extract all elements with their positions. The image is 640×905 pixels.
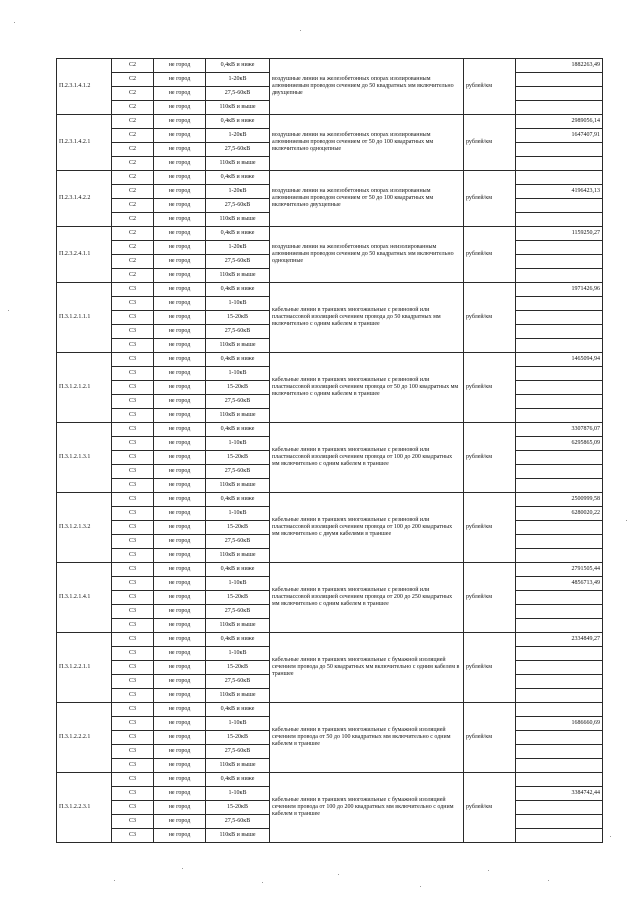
voltage-cell: 1-10кВ [206, 577, 270, 591]
category-cell: С2 [112, 199, 154, 213]
category-cell: С2 [112, 227, 154, 241]
voltage-cell: 0,4кВ и ниже [206, 115, 270, 129]
voltage-cell: 27,5-60кВ [206, 535, 270, 549]
area-cell: не город [154, 815, 206, 829]
line-description: кабельные линии в траншеях многожильные с бумажной изоляцией сечением провода от 100 до 200 квадратных мм включительно с одним кабелем в траншее [270, 773, 464, 843]
voltage-cell: 0,4кВ и ниже [206, 703, 270, 717]
voltage-cell: 110кВ и выше [206, 619, 270, 633]
item-code: П.2.3.2.4.1.1 [57, 227, 112, 283]
voltage-cell: 0,4кВ и ниже [206, 171, 270, 185]
area-cell: не город [154, 297, 206, 311]
value-cell: 1465094,94 [516, 353, 603, 367]
category-cell: С2 [112, 269, 154, 283]
voltage-cell: 1-10кВ [206, 647, 270, 661]
area-cell: не город [154, 535, 206, 549]
area-cell: не город [154, 269, 206, 283]
area-cell: не город [154, 689, 206, 703]
category-cell: С2 [112, 101, 154, 115]
area-cell: не город [154, 311, 206, 325]
voltage-cell: 15-20кВ [206, 311, 270, 325]
area-cell: не город [154, 801, 206, 815]
item-code: П.3.1.2.2.2.1 [57, 703, 112, 773]
line-description: воздушные линии на железобетонных опорах неизолированным алюминиевым проводом сечением до 50 квадратных мм включительно одноцепные [270, 227, 464, 283]
area-cell: не город [154, 101, 206, 115]
value-cell: 3384742,44 [516, 787, 603, 801]
area-cell: не город [154, 157, 206, 171]
category-cell: С3 [112, 353, 154, 367]
value-cell: 1882263,49 [516, 59, 603, 73]
category-cell: С2 [112, 59, 154, 73]
item-code: П.3.1.2.1.3.1 [57, 423, 112, 493]
area-cell: не город [154, 339, 206, 353]
unit-cell: рублей/км [464, 423, 516, 493]
voltage-cell: 0,4кВ и ниже [206, 283, 270, 297]
category-cell: С3 [112, 465, 154, 479]
area-cell: не город [154, 381, 206, 395]
area-cell: не город [154, 409, 206, 423]
unit-cell: рублей/км [464, 59, 516, 115]
category-cell: С3 [112, 675, 154, 689]
category-cell: С3 [112, 521, 154, 535]
line-description: кабельные линии в траншеях многожильные с резиновой или пластмассовой изоляцией сечением провода от 100 до 200 квадратных мм включительно с одним кабелем в траншее [270, 423, 464, 493]
unit-cell: рублей/км [464, 563, 516, 633]
area-cell: не город [154, 647, 206, 661]
unit-cell: рублей/км [464, 493, 516, 563]
category-cell: С3 [112, 297, 154, 311]
area-cell: не город [154, 619, 206, 633]
voltage-cell: 27,5-60кВ [206, 87, 270, 101]
line-description: кабельные линии в траншеях многожильные с резиновой или пластмассовой изоляцией сечением провода от 50 до 100 квадратных мм включительно с одним кабелем в траншее [270, 353, 464, 423]
category-cell: С3 [112, 619, 154, 633]
voltage-cell: 110кВ и выше [206, 213, 270, 227]
value-cell: 4856713,49 [516, 577, 603, 591]
area-cell: не город [154, 129, 206, 143]
area-cell: не город [154, 143, 206, 157]
area-cell: не город [154, 507, 206, 521]
area-cell: не город [154, 395, 206, 409]
voltage-cell: 15-20кВ [206, 521, 270, 535]
category-cell: С3 [112, 703, 154, 717]
line-description: кабельные линии в траншеях многожильные с бумажной изоляцией сечением провода до 50 квадратных мм включительно с одним кабелем в траншее [270, 633, 464, 703]
voltage-cell: 27,5-60кВ [206, 675, 270, 689]
voltage-cell: 27,5-60кВ [206, 325, 270, 339]
category-cell: С2 [112, 213, 154, 227]
line-description: воздушные линии на железобетонных опорах изолированным алюминиевым проводом сечением от 50 до 100 квадратных мм включительно двухцепные [270, 171, 464, 227]
category-cell: С3 [112, 731, 154, 745]
voltage-cell: 1-20кВ [206, 129, 270, 143]
area-cell: не город [154, 745, 206, 759]
area-cell: не город [154, 563, 206, 577]
category-cell: С3 [112, 717, 154, 731]
voltage-cell: 1-10кВ [206, 297, 270, 311]
category-cell: С2 [112, 115, 154, 129]
voltage-cell: 27,5-60кВ [206, 465, 270, 479]
voltage-cell: 27,5-60кВ [206, 815, 270, 829]
value-cell: 2989056,14 [516, 115, 603, 129]
voltage-cell: 110кВ и выше [206, 157, 270, 171]
area-cell: не город [154, 73, 206, 87]
category-cell: С3 [112, 409, 154, 423]
voltage-cell: 27,5-60кВ [206, 255, 270, 269]
voltage-cell: 0,4кВ и ниже [206, 773, 270, 787]
category-cell: С2 [112, 73, 154, 87]
category-cell: С3 [112, 577, 154, 591]
voltage-cell: 15-20кВ [206, 801, 270, 815]
area-cell: не город [154, 283, 206, 297]
voltage-cell: 1-20кВ [206, 241, 270, 255]
category-cell: С3 [112, 759, 154, 773]
category-cell: С3 [112, 633, 154, 647]
item-code: П.3.1.2.2.3.1 [57, 773, 112, 843]
category-cell: С3 [112, 591, 154, 605]
category-cell: С2 [112, 185, 154, 199]
item-code: П.2.3.1.4.2.2 [57, 171, 112, 227]
item-code: П.2.3.1.4.1.2 [57, 59, 112, 115]
area-cell: не город [154, 675, 206, 689]
area-cell: не город [154, 605, 206, 619]
voltage-cell: 110кВ и выше [206, 269, 270, 283]
value-cell: 2500999,58 [516, 493, 603, 507]
area-cell: не город [154, 549, 206, 563]
category-cell: С2 [112, 255, 154, 269]
voltage-cell: 0,4кВ и ниже [206, 353, 270, 367]
category-cell: С2 [112, 129, 154, 143]
category-cell: С3 [112, 325, 154, 339]
unit-cell: рублей/км [464, 115, 516, 171]
area-cell: не город [154, 255, 206, 269]
voltage-cell: 27,5-60кВ [206, 143, 270, 157]
category-cell: С2 [112, 171, 154, 185]
voltage-cell: 110кВ и выше [206, 101, 270, 115]
area-cell: не город [154, 227, 206, 241]
area-cell: не город [154, 633, 206, 647]
category-cell: С3 [112, 605, 154, 619]
area-cell: не город [154, 353, 206, 367]
category-cell: С2 [112, 87, 154, 101]
voltage-cell: 27,5-60кВ [206, 199, 270, 213]
line-description: кабельные линии в траншеях многожильные с резиновой или пластмассовой изоляцией сечением провода до 50 квадратных мм включительно с одним кабелем в траншее [270, 283, 464, 353]
area-cell: не город [154, 423, 206, 437]
voltage-cell: 1-10кВ [206, 367, 270, 381]
voltage-cell: 1-10кВ [206, 507, 270, 521]
category-cell: С3 [112, 367, 154, 381]
voltage-cell: 27,5-60кВ [206, 605, 270, 619]
voltage-cell: 110кВ и выше [206, 339, 270, 353]
voltage-cell: 27,5-60кВ [206, 745, 270, 759]
category-cell: С3 [112, 507, 154, 521]
area-cell: не город [154, 437, 206, 451]
area-cell: не город [154, 773, 206, 787]
item-code: П.2.3.1.4.2.1 [57, 115, 112, 171]
voltage-cell: 0,4кВ и ниже [206, 493, 270, 507]
voltage-cell: 0,4кВ и ниже [206, 423, 270, 437]
item-code: П.3.1.2.2.1.1 [57, 633, 112, 703]
category-cell: С3 [112, 647, 154, 661]
area-cell: не город [154, 241, 206, 255]
area-cell: не город [154, 325, 206, 339]
unit-cell: рублей/км [464, 171, 516, 227]
value-cell: 1159250,27 [516, 227, 603, 241]
area-cell: не город [154, 451, 206, 465]
voltage-cell: 1-10кВ [206, 787, 270, 801]
category-cell: С3 [112, 563, 154, 577]
category-cell: С3 [112, 745, 154, 759]
voltage-cell: 15-20кВ [206, 591, 270, 605]
line-description: кабельные линии в траншеях многожильные с резиновой или пластмассовой изоляцией сечением провода от 200 до 250 квадратных мм включительно с одним кабелем в траншее [270, 563, 464, 633]
category-cell: С3 [112, 395, 154, 409]
category-cell: С3 [112, 479, 154, 493]
area-cell: не город [154, 367, 206, 381]
area-cell: не город [154, 703, 206, 717]
voltage-cell: 0,4кВ и ниже [206, 633, 270, 647]
area-cell: не город [154, 717, 206, 731]
voltage-cell: 1-10кВ [206, 437, 270, 451]
unit-cell: рублей/км [464, 773, 516, 843]
voltage-cell: 110кВ и выше [206, 409, 270, 423]
category-cell: С2 [112, 157, 154, 171]
category-cell: С3 [112, 493, 154, 507]
line-description: воздушные линии на железобетонных опорах изолированным алюминиевым проводом сечением от 50 до 100 квадратных мм включительно одноцепные [270, 115, 464, 171]
value-cell: 6295865,09 [516, 437, 603, 451]
area-cell: не город [154, 661, 206, 675]
value-cell: 2791505,44 [516, 563, 603, 577]
category-cell: С3 [112, 815, 154, 829]
voltage-cell: 110кВ и выше [206, 479, 270, 493]
area-cell: не город [154, 521, 206, 535]
category-cell: С3 [112, 787, 154, 801]
category-cell: С3 [112, 437, 154, 451]
voltage-cell: 0,4кВ и ниже [206, 227, 270, 241]
area-cell: не город [154, 115, 206, 129]
area-cell: не город [154, 199, 206, 213]
area-cell: не город [154, 87, 206, 101]
category-cell: С3 [112, 451, 154, 465]
area-cell: не город [154, 829, 206, 843]
category-cell: С3 [112, 339, 154, 353]
area-cell: не город [154, 787, 206, 801]
category-cell: С3 [112, 549, 154, 563]
voltage-cell: 1-10кВ [206, 717, 270, 731]
value-cell: 6280020,22 [516, 507, 603, 521]
voltage-cell: 110кВ и выше [206, 759, 270, 773]
category-cell: С3 [112, 773, 154, 787]
voltage-cell: 15-20кВ [206, 731, 270, 745]
area-cell: не город [154, 577, 206, 591]
area-cell: не город [154, 213, 206, 227]
line-description: воздушные линии на железобетонных опорах изолированным алюминиевым проводом сечением до 50 квадратных мм включительно двухцепные [270, 59, 464, 115]
line-description: кабельные линии в траншеях многожильные с резиновой или пластмассовой изоляцией сечением провода от 100 до 200 квадратных мм включительно с двумя кабелями в траншее [270, 493, 464, 563]
voltage-cell: 0,4кВ и ниже [206, 59, 270, 73]
unit-cell: рублей/км [464, 227, 516, 283]
category-cell: С3 [112, 311, 154, 325]
area-cell: не город [154, 171, 206, 185]
category-cell: С2 [112, 143, 154, 157]
item-code: П.3.1.2.1.3.2 [57, 493, 112, 563]
value-cell: 3307876,07 [516, 423, 603, 437]
area-cell: не город [154, 591, 206, 605]
voltage-cell: 27,5-60кВ [206, 395, 270, 409]
category-cell: С3 [112, 423, 154, 437]
value-cell: 1686660,69 [516, 717, 603, 731]
line-description: кабельные линии в траншеях многожильные с бумажной изоляцией сечением провода от 50 до 100 квадратных мм включительно с одним кабелем в траншее [270, 703, 464, 773]
value-cell: 1971426,96 [516, 283, 603, 297]
value-cell: 2334849,27 [516, 633, 603, 647]
voltage-cell: 110кВ и выше [206, 689, 270, 703]
area-cell: не город [154, 59, 206, 73]
voltage-cell: 15-20кВ [206, 451, 270, 465]
area-cell: не город [154, 493, 206, 507]
voltage-cell: 110кВ и выше [206, 829, 270, 843]
area-cell: не город [154, 479, 206, 493]
value-cell: 1647407,91 [516, 129, 603, 143]
category-cell: С3 [112, 535, 154, 549]
category-cell: С2 [112, 241, 154, 255]
voltage-cell: 15-20кВ [206, 381, 270, 395]
voltage-cell: 15-20кВ [206, 661, 270, 675]
value-cell: 4196423,13 [516, 185, 603, 199]
item-code: П.3.1.2.1.1.1 [57, 283, 112, 353]
area-cell: не город [154, 185, 206, 199]
item-code: П.3.1.2.1.2.1 [57, 353, 112, 423]
category-cell: С3 [112, 661, 154, 675]
unit-cell: рублей/км [464, 703, 516, 773]
unit-cell: рублей/км [464, 353, 516, 423]
voltage-cell: 0,4кВ и ниже [206, 563, 270, 577]
unit-cell: рублей/км [464, 633, 516, 703]
category-cell: С3 [112, 689, 154, 703]
voltage-cell: 1-20кВ [206, 73, 270, 87]
voltage-cell: 1-20кВ [206, 185, 270, 199]
category-cell: С3 [112, 381, 154, 395]
category-cell: С3 [112, 829, 154, 843]
area-cell: не город [154, 731, 206, 745]
category-cell: С3 [112, 801, 154, 815]
category-cell: С3 [112, 283, 154, 297]
unit-cell: рублей/км [464, 283, 516, 353]
item-code: П.3.1.2.1.4.1 [57, 563, 112, 633]
area-cell: не город [154, 465, 206, 479]
area-cell: не город [154, 759, 206, 773]
voltage-cell: 110кВ и выше [206, 549, 270, 563]
